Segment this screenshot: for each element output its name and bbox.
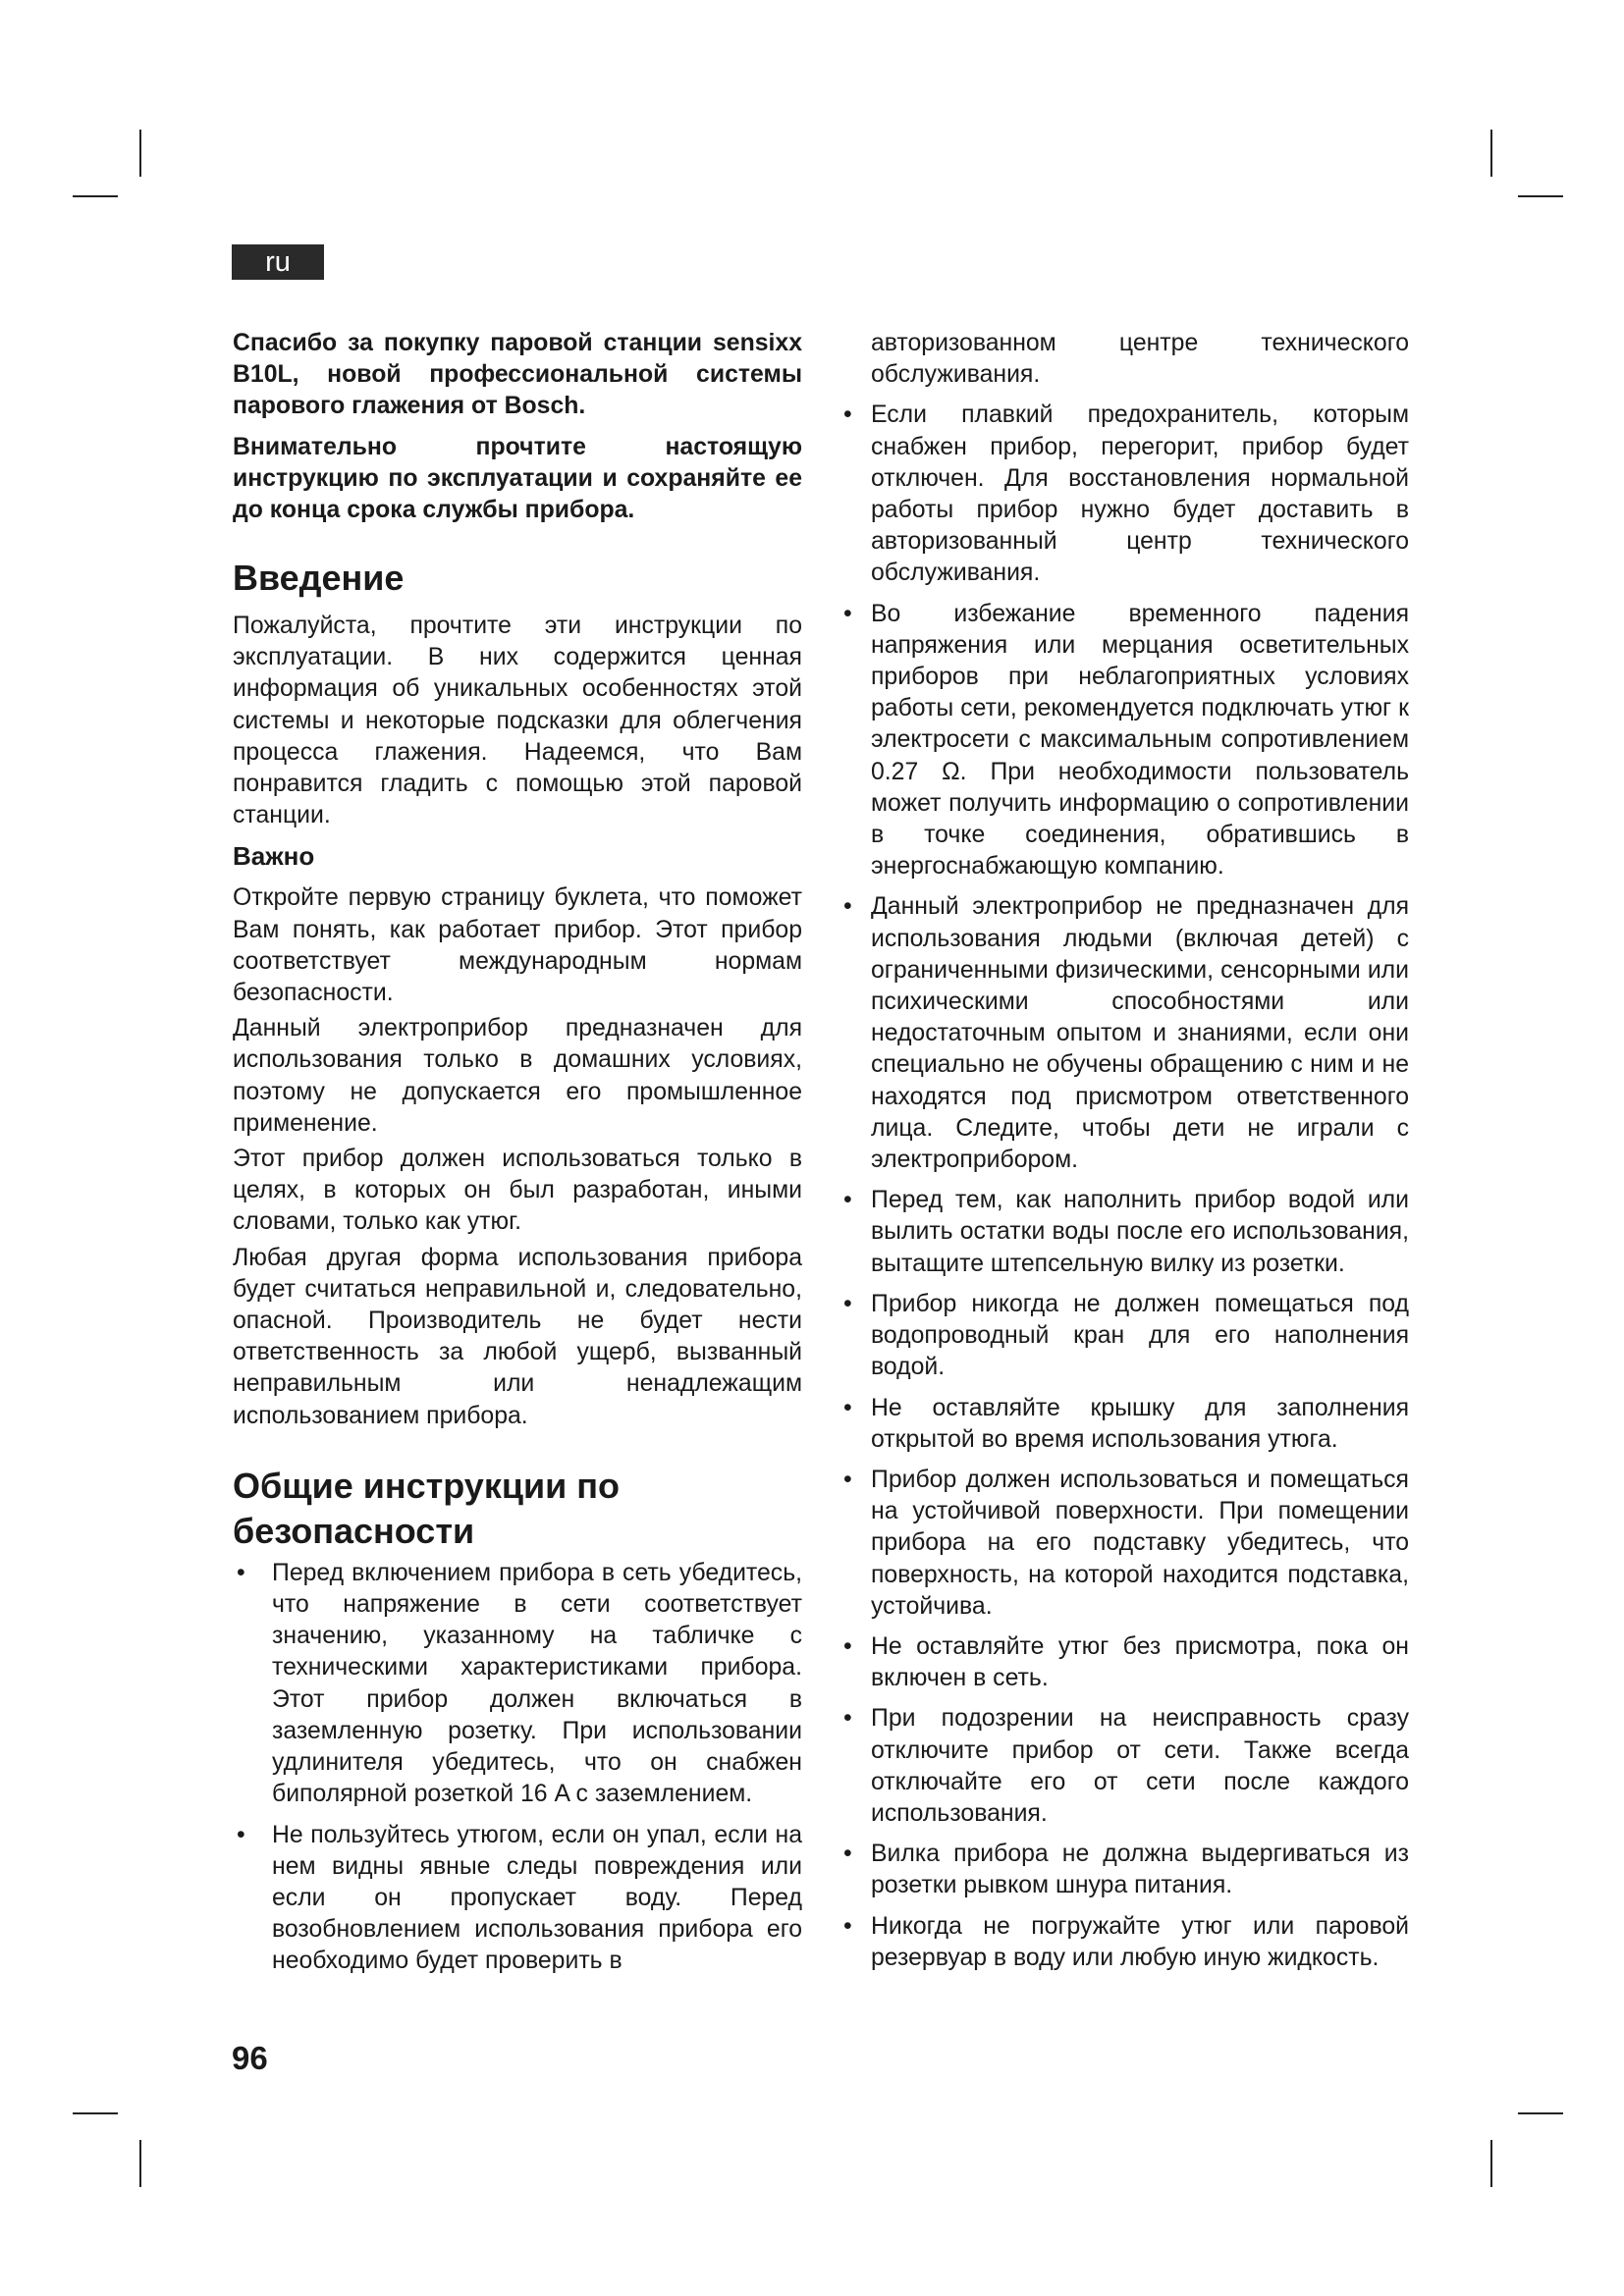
list-item: • Прибор должен использоваться и помещаться на устойчивой поверхности. При помещении прибора на его подставку убедитесь, что поверхность, на которой находится подставка, устойчива. xyxy=(839,1465,1409,1623)
crop-mark-bottom-left-h xyxy=(73,2112,118,2114)
list-item: • Прибор никогда не должен помещаться под водопроводный кран для его наполнения водой. xyxy=(839,1289,1409,1384)
crop-mark-bottom-right-v xyxy=(1490,2140,1492,2187)
heading-safety-line1: Общие инструкции по xyxy=(233,1465,620,1506)
crop-mark-top-right-v xyxy=(1490,130,1492,177)
intro-thanks: Спасибо за покупку паровой станции sensixx B10L, новой профессиональной системы парового глажения от Bosch. xyxy=(233,330,802,419)
heading-important: Важно xyxy=(233,841,315,872)
crop-mark-bottom-left-v xyxy=(139,2140,141,2187)
list-item: • Никогда не погружайте утюг или паровой резервуар в воду или любую иную жидкость. xyxy=(839,1911,1409,1974)
list-item: • Не оставляйте утюг без присмотра, пока он включен в сеть. xyxy=(839,1631,1409,1694)
list-item: • Не оставляйте крышку для заполнения открытой во время использования утюга. xyxy=(839,1393,1409,1456)
list-item: • Во избежание временного падения напряжения или мерцания осветительных приборов при неблагоприятных условиях работы сети, рекомендуется подключать утюг к электросети с максимальным сопротивлением 0.27 Ω. При необходимости пользователь может получить информацию о сопротивлении в точке соединения, обратившись в энергоснабжающую компанию. xyxy=(839,599,1409,883)
list-item-continuation: авторизованном центре технического обслуживания. xyxy=(871,330,1409,389)
list-item: • При подозрении на неисправность сразу отключите прибор от сети. Также всегда отключайте его от сети после каждого использования. xyxy=(839,1703,1409,1830)
important-paragraph: Этот прибор должен использоваться только в целях, в которых он был разработан, иными словами, только как утюг. xyxy=(233,1146,802,1236)
important-paragraph: Откройте первую страницу буклета, что поможет Вам понять, как работает прибор. Этот прибор соответствует международным нормам безопасности. xyxy=(233,884,802,1007)
safety-list-right xyxy=(839,400,1409,1974)
list-item: • Перед тем, как наполнить прибор водой или вылить остатки воды после его использования, вытащите штепсельную вилку из розетки. xyxy=(839,1185,1409,1280)
crop-mark-top-left-v xyxy=(139,130,141,177)
list-item: • Вилка прибора не должна выдергиваться из розетки рывком шнура питания. xyxy=(839,1839,1409,1901)
list-item: • Если плавкий предохранитель, которым снабжен прибор, перегорит, прибор будет отключен. Для восстановления нормальной работы прибор нужно будет доставить в авторизованный центр технического обслуживания. xyxy=(839,400,1409,589)
page-number: 96 xyxy=(232,2040,268,2076)
heading-safety-line2: безопасности xyxy=(233,1510,475,1551)
intro-read-instructions: Внимательно прочтите настоящую инструкцию по эксплуатации и сохраняйте ее до конца срока службы прибора. xyxy=(233,434,802,523)
heading-safety xyxy=(233,1464,802,1554)
heading-introduction: Введение xyxy=(233,558,405,598)
list-item: • Перед включением прибора в сеть убедитесь, что напряжение в сети соответствует значению, указанному на табличке с техническими характеристиками прибора. Этот прибор должен включаться в заземленную розетку. При использовании удлинителя убедитесь, что он снабжен биполярной розеткой 16 A с заземлением. xyxy=(233,1558,802,1811)
safety-list-left xyxy=(233,1558,802,1978)
list-item: • Не пользуйтесь утюгом, если он упал, если на нем видны явные следы повреждения или если он пропускает воду. Перед возобновлением использования прибора его необходимо будет проверить в xyxy=(233,1820,802,1978)
left-column xyxy=(233,328,802,1987)
important-paragraph: Данный электроприбор предназначен для использования только в домашних условиях, поэтому не допускается его промышленное применение. xyxy=(233,1015,802,1137)
crop-mark-bottom-right-h xyxy=(1518,2112,1563,2114)
introduction-paragraph: Пожалуйста, прочтите эти инструкции по эксплуатации. В них содержится ценная информация об уникальных особенностях этой системы и некоторые подсказки для облегчения процесса глажения. Надеемся, что Вам понравится гладить с помощью этой паровой станции. xyxy=(233,613,802,829)
crop-mark-top-right-h xyxy=(1518,195,1563,197)
list-item: • Данный электроприбор не предназначен для использования людьми (включая детей) с ограниченными физическими, сенсорными или психическими способностями или недостаточным опытом и знаниями, если они специально не обучены обращению с ним и не находятся под присмотром ответственного лица. Следите, чтобы дети не играли с электроприбором. xyxy=(839,891,1409,1176)
right-column xyxy=(839,328,1409,1983)
language-tab: ru xyxy=(232,244,324,280)
crop-mark-top-left-h xyxy=(73,195,118,197)
important-paragraph: Любая другая форма использования прибора будет считаться неправильной и, следовательно, опасной. Производитель не будет нести ответственность за любой ущерб, вызванный неправильным или ненадлежащим использованием прибора. xyxy=(233,1244,802,1429)
